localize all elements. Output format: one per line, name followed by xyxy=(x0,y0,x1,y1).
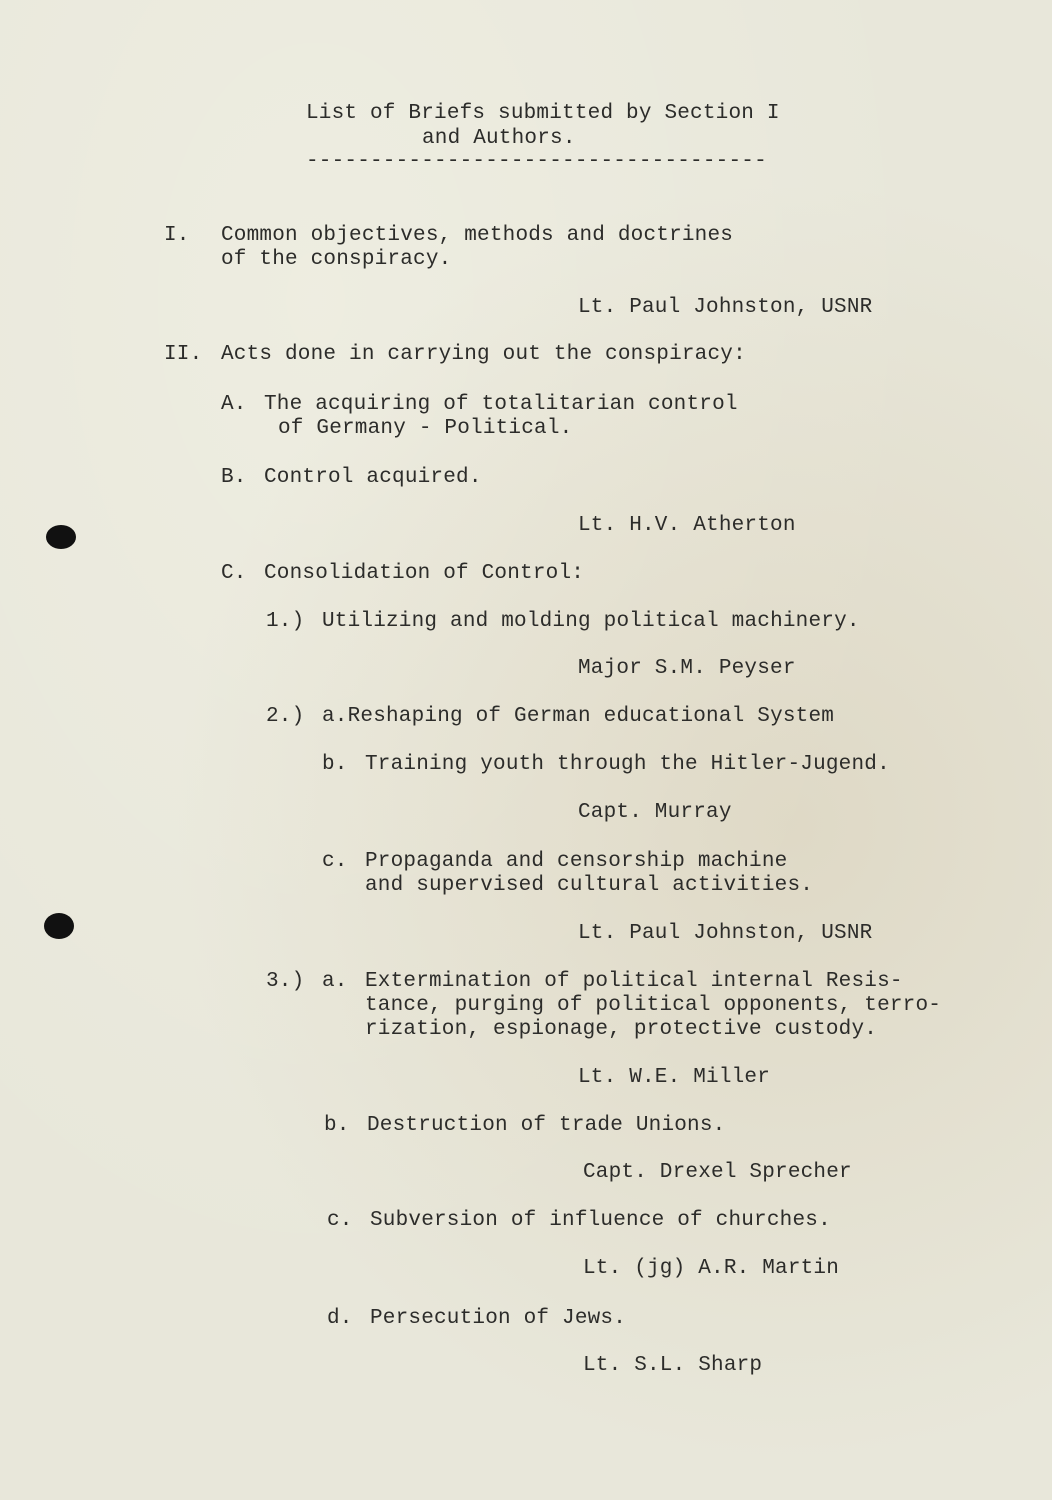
c3a-text-line-2: tance, purging of political opponents, terro- xyxy=(365,994,942,1017)
c1-text: Utilizing and molding political machinery. xyxy=(322,610,860,633)
c3b-label: b. xyxy=(324,1114,350,1137)
c3c-text: Subversion of influence of churches. xyxy=(370,1209,831,1232)
c3d-author: Lt. S.L. Sharp xyxy=(583,1354,763,1377)
c2b-text: Training youth through the Hitler-Jugend. xyxy=(365,753,890,776)
punch-hole-bottom xyxy=(44,913,74,939)
title-line-1: List of Briefs submitted by Section I xyxy=(306,102,780,125)
c3b-author: Capt. Drexel Sprecher xyxy=(583,1161,852,1184)
item-b-label: B. xyxy=(221,466,247,489)
title-line-2: and Authors. xyxy=(422,127,576,150)
c2c-author: Lt. Paul Johnston, USNR xyxy=(578,922,873,945)
c3c-label: c. xyxy=(327,1209,353,1232)
punch-hole-top xyxy=(46,525,76,549)
c2c-text-line-2: and supervised cultural activities. xyxy=(365,874,814,897)
section-1-text-line-1: Common objectives, methods and doctrines xyxy=(221,224,734,247)
c3d-text: Persecution of Jews. xyxy=(370,1307,627,1330)
c2-label: 2.) xyxy=(266,705,305,728)
c3a-text-line-1: Extermination of political internal Resis- xyxy=(365,970,903,993)
c3-label: 3.) xyxy=(266,970,305,993)
item-a-label: A. xyxy=(221,393,247,416)
item-c-text: Consolidation of Control: xyxy=(264,562,585,585)
item-b-author: Lt. H.V. Atherton xyxy=(578,514,796,537)
c1-label: 1.) xyxy=(266,610,305,633)
c2b-author: Capt. Murray xyxy=(578,801,732,824)
c3d-label: d. xyxy=(327,1307,353,1330)
c2c-text-line-1: Propaganda and censorship machine xyxy=(365,850,788,873)
c3a-label: a. xyxy=(322,970,348,993)
section-2-heading: Acts done in carrying out the conspiracy: xyxy=(221,343,746,366)
c2c-label: c. xyxy=(322,850,348,873)
c3a-author: Lt. W.E. Miller xyxy=(578,1066,771,1089)
title-rule: ------------------------------------ xyxy=(306,150,767,173)
c3b-text: Destruction of trade Unions. xyxy=(367,1114,726,1137)
item-a-text-line-2: of Germany - Political. xyxy=(278,417,573,440)
c1-author: Major S.M. Peyser xyxy=(578,657,796,680)
item-c-label: C. xyxy=(221,562,247,585)
item-a-text-line-1: The acquiring of totalitarian control xyxy=(264,393,738,416)
section-2-numeral: II. xyxy=(164,343,203,366)
c2b-label: b. xyxy=(322,753,348,776)
section-1-author: Lt. Paul Johnston, USNR xyxy=(578,296,873,319)
item-b-text: Control acquired. xyxy=(264,466,482,489)
section-1-numeral: I. xyxy=(164,224,190,247)
c2a-text: a.Reshaping of German educational System xyxy=(322,705,835,728)
c3a-text-line-3: rization, espionage, protective custody. xyxy=(365,1018,878,1041)
c3c-author: Lt. (jg) A.R. Martin xyxy=(583,1257,840,1280)
section-1-text-line-2: of the conspiracy. xyxy=(221,248,452,271)
